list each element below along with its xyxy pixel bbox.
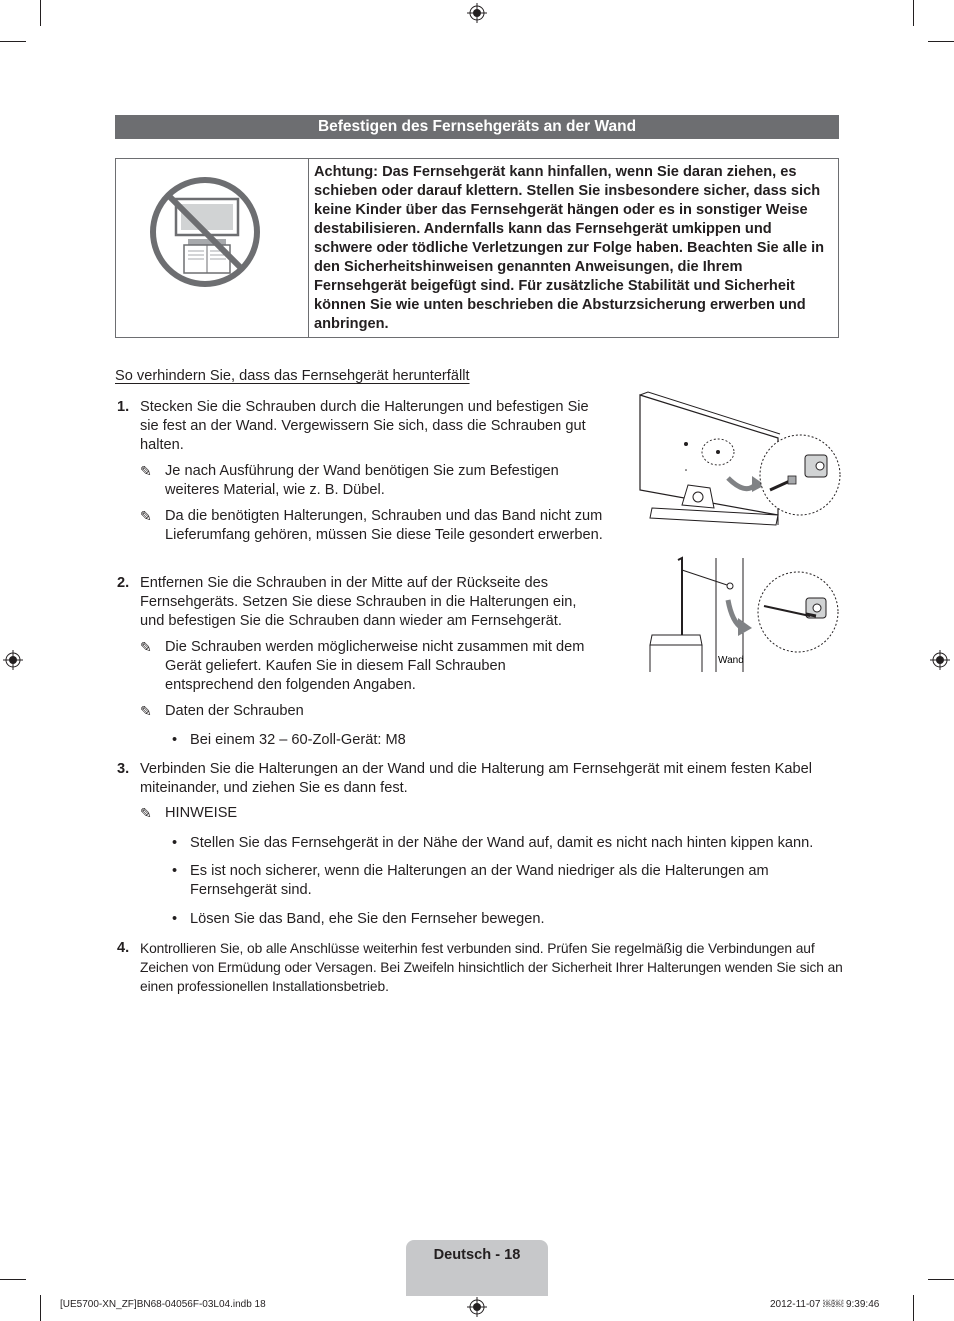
no-climbing-tv-icon bbox=[148, 175, 262, 289]
pencil-note-icon: ✎ bbox=[140, 703, 152, 719]
bullet-text: Bei einem 32 – 60-Zoll-Gerät: M8 bbox=[190, 732, 406, 748]
page-number-tab bbox=[406, 1240, 548, 1296]
step-text: Verbinden Sie die Halterungen an der Wand und die Halterung am Fernsehgerät mit einem festen Kabel miteinander, und ziehen Sie es dann fest. bbox=[140, 761, 812, 797]
registration-mark-icon bbox=[467, 1297, 487, 1317]
step-number: 2. bbox=[117, 575, 130, 591]
pencil-note-icon: ✎ bbox=[140, 639, 152, 655]
pencil-note-icon: ✎ bbox=[140, 508, 152, 524]
registration-mark-icon bbox=[3, 650, 23, 670]
bullet-icon: • bbox=[172, 863, 178, 879]
bullet-icon: • bbox=[172, 835, 178, 851]
wall-mount-illustration bbox=[620, 390, 845, 675]
crop-mark bbox=[913, 0, 914, 26]
step-number: 4. bbox=[117, 940, 130, 956]
pencil-note-icon: ✎ bbox=[140, 805, 152, 821]
step-text: Entfernen Sie die Schrauben in der Mitte auf der Rückseite des Fernsehgeräts. Setzen Sie diese Schrauben in die Halterungen ein, und befestigen Sie die Schrauben dann wieder am Fernsehgerät. bbox=[140, 575, 577, 630]
crop-mark bbox=[0, 41, 26, 42]
note-text: Die Schrauben werden möglicherweise nicht zusammen mit dem Gerät geliefert. Kaufen Sie in diesem Fall Schrauben entsprechend den folgenden Angaben. bbox=[165, 639, 585, 694]
subheading: So verhindern Sie, dass das Fernsehgerät herunterfällt bbox=[115, 368, 470, 384]
pencil-note-icon: ✎ bbox=[140, 463, 152, 479]
bullet-text: Stellen Sie das Fernsehgerät in der Nähe der Wand auf, damit es nicht nach hinten kippen kann. bbox=[190, 835, 814, 851]
step-number: 3. bbox=[117, 761, 130, 777]
crop-mark bbox=[40, 1295, 41, 1321]
registration-mark-icon bbox=[467, 3, 487, 23]
note-heading: HINWEISE bbox=[165, 805, 238, 821]
footer-file-info: [UE5700-XN_ZF]BN68-04056F-03L04.indb 18 bbox=[60, 1299, 266, 1310]
crop-mark bbox=[928, 1279, 954, 1280]
bullet-icon: • bbox=[172, 911, 178, 927]
note-text: Daten der Schrauben bbox=[165, 703, 304, 719]
note-text: Je nach Ausführung der Wand benötigen Sie zum Befestigen weiteres Material, wie z. B. Dübel. bbox=[165, 463, 559, 499]
bullet-text: Es ist noch sicherer, wenn die Halterungen an der Wand niedriger als die Halterungen am Fernsehgerät sind. bbox=[190, 863, 769, 899]
bullet-text: Lösen Sie das Band, ehe Sie den Fernseher bewegen. bbox=[190, 911, 545, 927]
warning-image-cell bbox=[116, 159, 309, 337]
crop-mark bbox=[913, 1295, 914, 1321]
wall-label: Wand bbox=[718, 655, 744, 666]
registration-mark-icon bbox=[930, 650, 950, 670]
footer-timestamp: 2012-11-07 ￼￼ 9:39:46 bbox=[770, 1299, 880, 1310]
bullet-icon: • bbox=[172, 732, 178, 748]
step-text: Stecken Sie die Schrauben durch die Halterungen und befestigen Sie sie fest an der Wand. Vergewissern Sie sich, dass die Schrauben gut halten. bbox=[140, 399, 589, 454]
section-title: Befestigen des Fernsehgeräts an der Wand bbox=[115, 115, 839, 139]
page-label: Deutsch - 18 bbox=[433, 1247, 521, 1263]
note-text: Da die benötigten Halterungen, Schrauben und das Band nicht zum Lieferumfang gehören, müssen Sie diese Teile gesondert erwerben. bbox=[165, 508, 603, 544]
crop-mark bbox=[928, 41, 954, 42]
step-text: Kontrollieren Sie, ob alle Anschlüsse weiterhin fest verbunden sind. Prüfen Sie regelmäßig die Verbindungen auf Zeichen von Ermüdung oder Versagen. Bei Zweifeln hinsichtlich der Sicherheit Ihrer Halterungen wenden Sie sich an einen professionellen Installationsbetrieb. bbox=[140, 941, 843, 995]
warning-text: Achtung: Das Fernsehgerät kann hinfallen, wenn Sie daran ziehen, es schieben oder darauf klettern. Stellen Sie insbesondere sicher, dass sich keine Kinder über das Fernsehgerät hängen oder es in sonstiger Weise destabilisieren. Andernfalls kann das Fernsehgerät umkippen und schwere oder tödliche Verletzungen zur Folge haben. Beachten Sie alle in den Sicherheitshinweisen genannten Anweisungen, die Ihrem Fernsehgerät beigefügt sind. Für zusätzliche Stabilität und Sicherheit können Sie wie unten beschrieben die Absturzsicherung erwerben und anbringen. bbox=[314, 164, 825, 332]
warning-box bbox=[115, 158, 839, 338]
crop-mark bbox=[0, 1279, 26, 1280]
step-number: 1. bbox=[117, 399, 130, 415]
crop-mark bbox=[40, 0, 41, 26]
